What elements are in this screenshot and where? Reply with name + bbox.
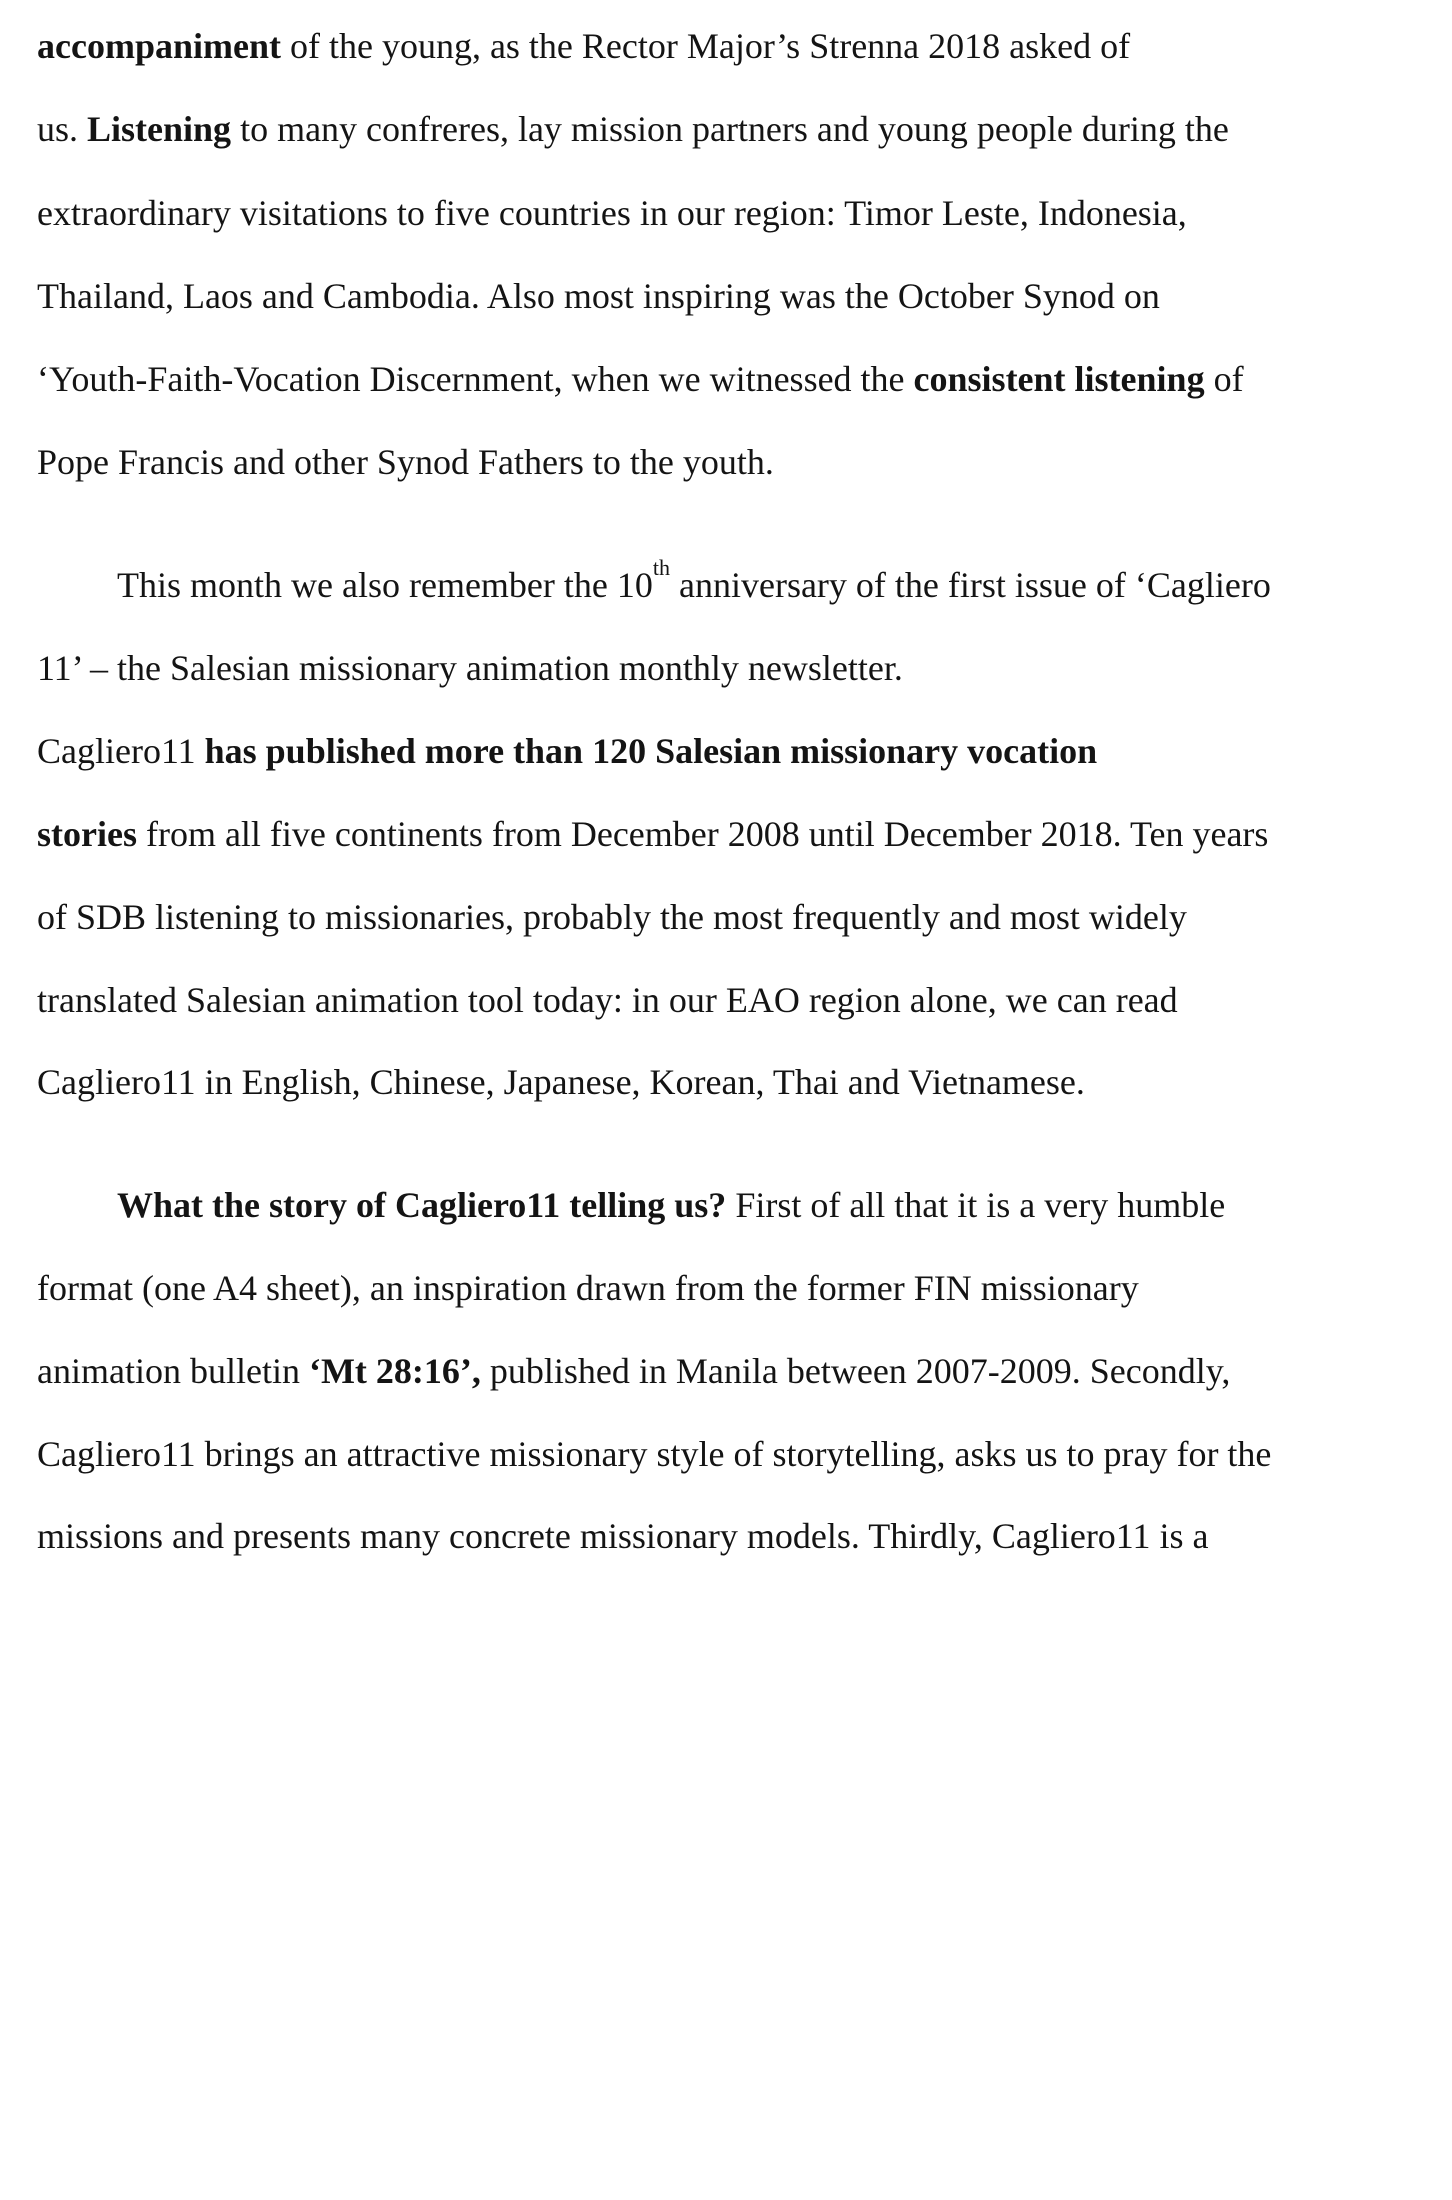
- bold-text: ‘Mt 28:16’,: [308, 1351, 481, 1391]
- text-run: animation bulletin: [37, 1351, 309, 1391]
- text-run: of SDB listening to missionaries, probably the most frequently and most widely: [37, 897, 1187, 937]
- text-line: [37, 1353, 1230, 1389]
- text-run: First of all that it is a very humble: [726, 1185, 1226, 1225]
- text-run: anniversary of the first issue of ‘Cagliero: [670, 565, 1271, 605]
- text-line: [37, 816, 1268, 852]
- text-line: [37, 28, 1130, 64]
- text-run: This month we also remember the 10: [117, 565, 653, 605]
- text-run: 11’ – the Salesian missionary animation monthly newsletter.: [37, 648, 903, 688]
- bold-text: has published more than 120 Salesian missionary vocation: [204, 731, 1098, 771]
- text-line: [37, 1436, 1271, 1472]
- text-run: Cagliero11 brings an attractive missionary style of storytelling, asks us to pray for the: [37, 1434, 1272, 1474]
- text-run: published in Manila between 2007-2009. Secondly,: [480, 1351, 1231, 1391]
- text-run: from all five continents from December 2008 until December 2018. Ten years: [136, 814, 1269, 854]
- text-run: of: [1204, 359, 1244, 399]
- text-line: [37, 1064, 1085, 1100]
- superscript-text: th: [652, 555, 670, 580]
- text-run: translated Salesian animation tool today: in our EAO region alone, we can read: [37, 980, 1178, 1020]
- bold-text: What the story of Cagliero11 telling us?: [117, 1185, 727, 1225]
- text-line: [37, 899, 1187, 935]
- text-run: to many confreres, lay mission partners and young people during the: [231, 109, 1229, 149]
- text-line: [117, 1187, 1225, 1223]
- text-line: [37, 982, 1178, 1018]
- text-line: [117, 555, 1271, 605]
- text-line: [37, 650, 903, 686]
- text-run: Pope Francis and other Synod Fathers to the youth.: [37, 442, 774, 482]
- text-run: us.: [37, 109, 88, 149]
- text-line: [37, 1518, 1208, 1554]
- text-run: extraordinary visitations to five countries in our region: Timor Leste, Indonesia,: [37, 193, 1187, 233]
- text-run: Cagliero11 in English, Chinese, Japanese, Korean, Thai and Vietnamese.: [37, 1062, 1085, 1102]
- text-run: Thailand, Laos and Cambodia. Also most inspiring was the October Synod on: [37, 276, 1160, 316]
- text-line: [37, 733, 1097, 769]
- text-run: ‘Youth-Faith-Vocation Discernment, when we witnessed the: [37, 359, 914, 399]
- text-line: [37, 1270, 1139, 1306]
- text-run: Cagliero11: [37, 731, 205, 771]
- text-line: [37, 278, 1160, 314]
- text-line: [37, 195, 1187, 231]
- bold-text: consistent listening: [913, 359, 1205, 399]
- text-run: format (one A4 sheet), an inspiration drawn from the former FIN missionary: [37, 1268, 1139, 1308]
- bold-text: stories: [37, 814, 137, 854]
- bold-text: accompaniment: [37, 26, 281, 66]
- text-line: [37, 444, 774, 480]
- text-line: [37, 111, 1229, 147]
- bold-text: Listening: [87, 109, 232, 149]
- text-line: [37, 361, 1244, 397]
- text-run: of the young, as the Rector Major’s Strenna 2018 asked of: [280, 26, 1131, 66]
- text-run: missions and presents many concrete missionary models. Thirdly, Cagliero11 is a: [37, 1516, 1209, 1556]
